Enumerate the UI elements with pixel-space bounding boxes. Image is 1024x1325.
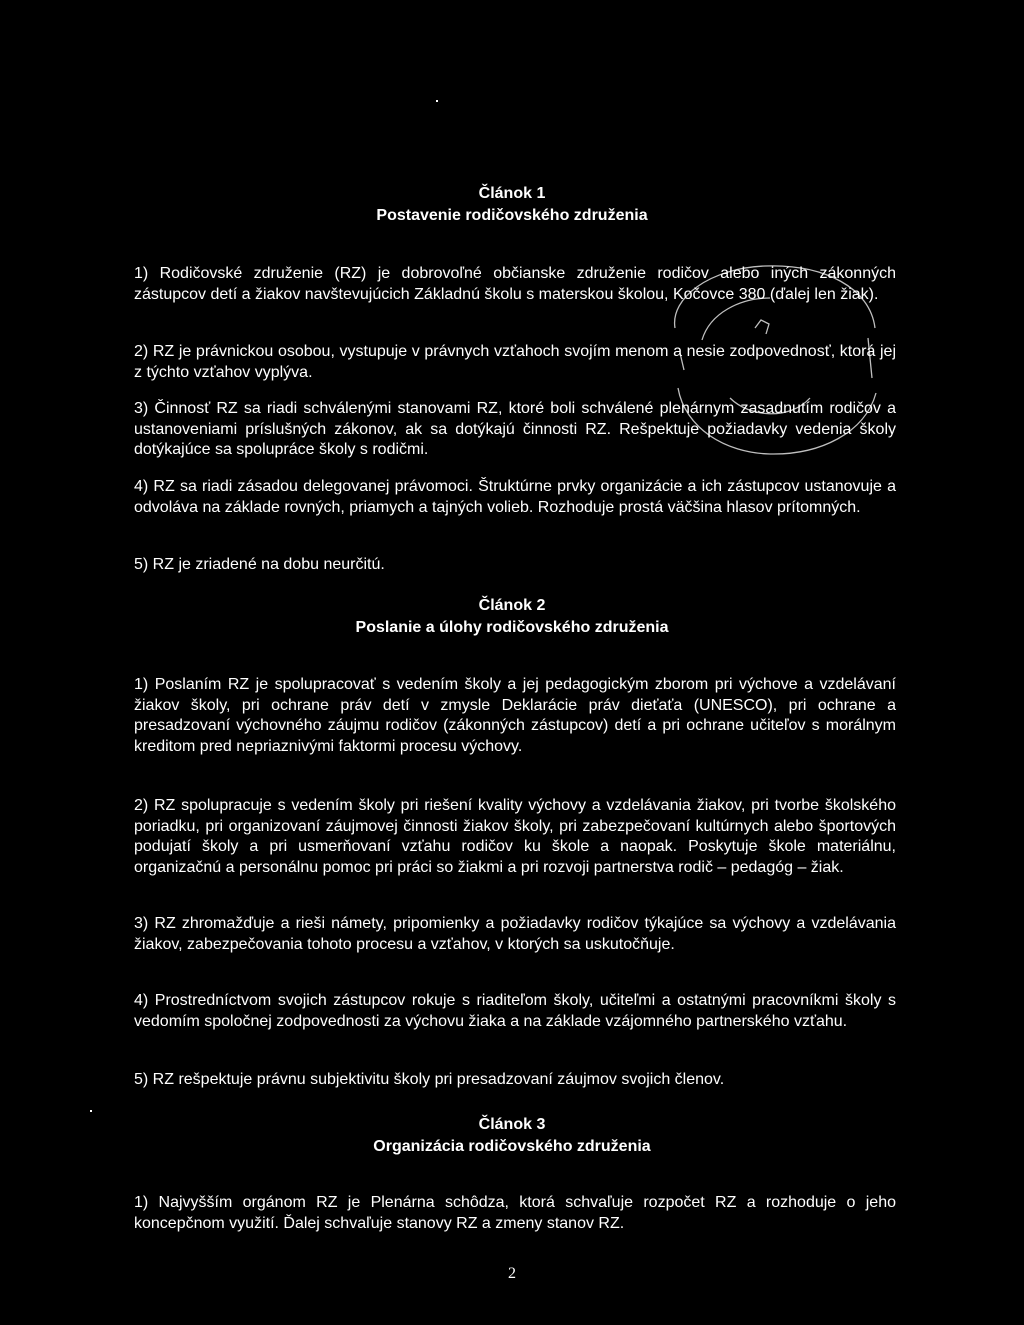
- article-3-title: Organizácia rodičovského združenia: [373, 1138, 651, 1155]
- article-2-paragraph-3: 3) RZ zhromažďuje a rieši námety, pripomienky a požiadavky rodičov týkajúce sa výchovy a vzdelávania žiakov, zabezpečovania tohoto procesu a vzťahov, v ktorých sa uskutočňuje.: [134, 915, 896, 953]
- article-2: [0, 595, 1024, 639]
- article-2-title: Poslanie a úlohy rodičovského združenia: [355, 619, 669, 636]
- article-1-paragraph-5: 5) RZ je zriadené na dobu neurčitú.: [134, 556, 385, 573]
- article-1-paragraph-3: 3) Činnosť RZ sa riadi schválenými stanovami RZ, ktoré boli schválené plenárnym zasadnutím rodičov a ustanoveniami príslušných zákonov, ak sa dotýkajú činnosti RZ. Rešpektuje požiadavky vedenia školy dotýkajúce sa spolupráce školy s rodičmi.: [134, 400, 896, 458]
- article-2-paragraph-1: 1) Poslaním RZ je spolupracovať s vedením školy a jej pedagogickým zborom pri výchove a vzdelávaní žiakov školy, pri ochrane práv detí v zmysle Deklarácie práv dieťaťa (UNESCO), pri ochrane a presadzovaní výchovného záujmu rodičov (zákonných zástupcov) detí a pri ochrane učiteľov s morálnym kreditom pred nepriaznivými faktormi procesu výchovy.: [134, 676, 896, 755]
- article-1-paragraph-2: 2) RZ je právnickou osobou, vystupuje v právnych vzťahoch svojím menom a nesie zodpovednosť, ktorá jej z týchto vzťahov vyplýva.: [134, 343, 896, 381]
- speck: [436, 100, 438, 102]
- article-1-number: Článok 1: [478, 185, 546, 202]
- article-3: [0, 1114, 1024, 1158]
- article-1: [0, 183, 1024, 227]
- article-2-paragraph-2: 2) RZ spolupracuje s vedením školy pri riešení kvality výchovy a vzdelávania žiakov, pri tvorbe školského poriadku, pri organizovaní záujmovej činnosti žiakov školy, pri zabezpečovaní kultúrnych alebo športových podujatí školy a pri usmerňovaní vzťahu rodičov ku škole a naopak. Poskytuje škole materiálnu, organizačnú a personálnu pomoc pri práci so žiakmi a pri rozvoji partnerstva rodič – pedagóg – žiak.: [134, 797, 896, 876]
- article-1-title: Postavenie rodičovského združenia: [376, 207, 648, 224]
- article-3-number: Článok 3: [478, 1116, 546, 1133]
- article-2-number: Článok 2: [478, 597, 546, 614]
- article-3-paragraph-1: 1) Najvyšším orgánom RZ je Plenárna schôdza, ktorá schvaľuje rozpočet RZ a rozhoduje o jeho koncepčnom využití. Ďalej schvaľuje stanovy RZ a zmeny stanov RZ.: [134, 1194, 896, 1232]
- article-2-paragraph-5: 5) RZ rešpektuje právnu subjektivitu školy pri presadzovaní záujmov svojich členov.: [134, 1071, 725, 1088]
- article-2-paragraph-4: 4) Prostredníctvom svojich zástupcov rokuje s riaditeľom školy, učiteľmi a ostatnými pracovníkmi školy s vedomím spoločnej zodpovednosti za výchovu žiaka a na základe vzájomného partnerského vzťahu.: [134, 992, 896, 1030]
- article-1-paragraph-1: 1) Rodičovské združenie (RZ) je dobrovoľné občianske združenie rodičov alebo iných zákonných zástupcov detí a žiakov navštevujúcich Základnú školu s materskou školou, Kočovce 380 (ďalej len žiak).: [134, 265, 896, 303]
- page-number: 2: [508, 1265, 516, 1282]
- speck: [90, 1110, 92, 1112]
- article-1-paragraph-4: 4) RZ sa riadi zásadou delegovanej právomoci. Štruktúrne prvky organizácie a ich zástupcov ustanovuje a odvoláva na základe rovných, priamych a tajných volieb. Rozhoduje prostá väčšina hlasov prítomných.: [134, 478, 896, 516]
